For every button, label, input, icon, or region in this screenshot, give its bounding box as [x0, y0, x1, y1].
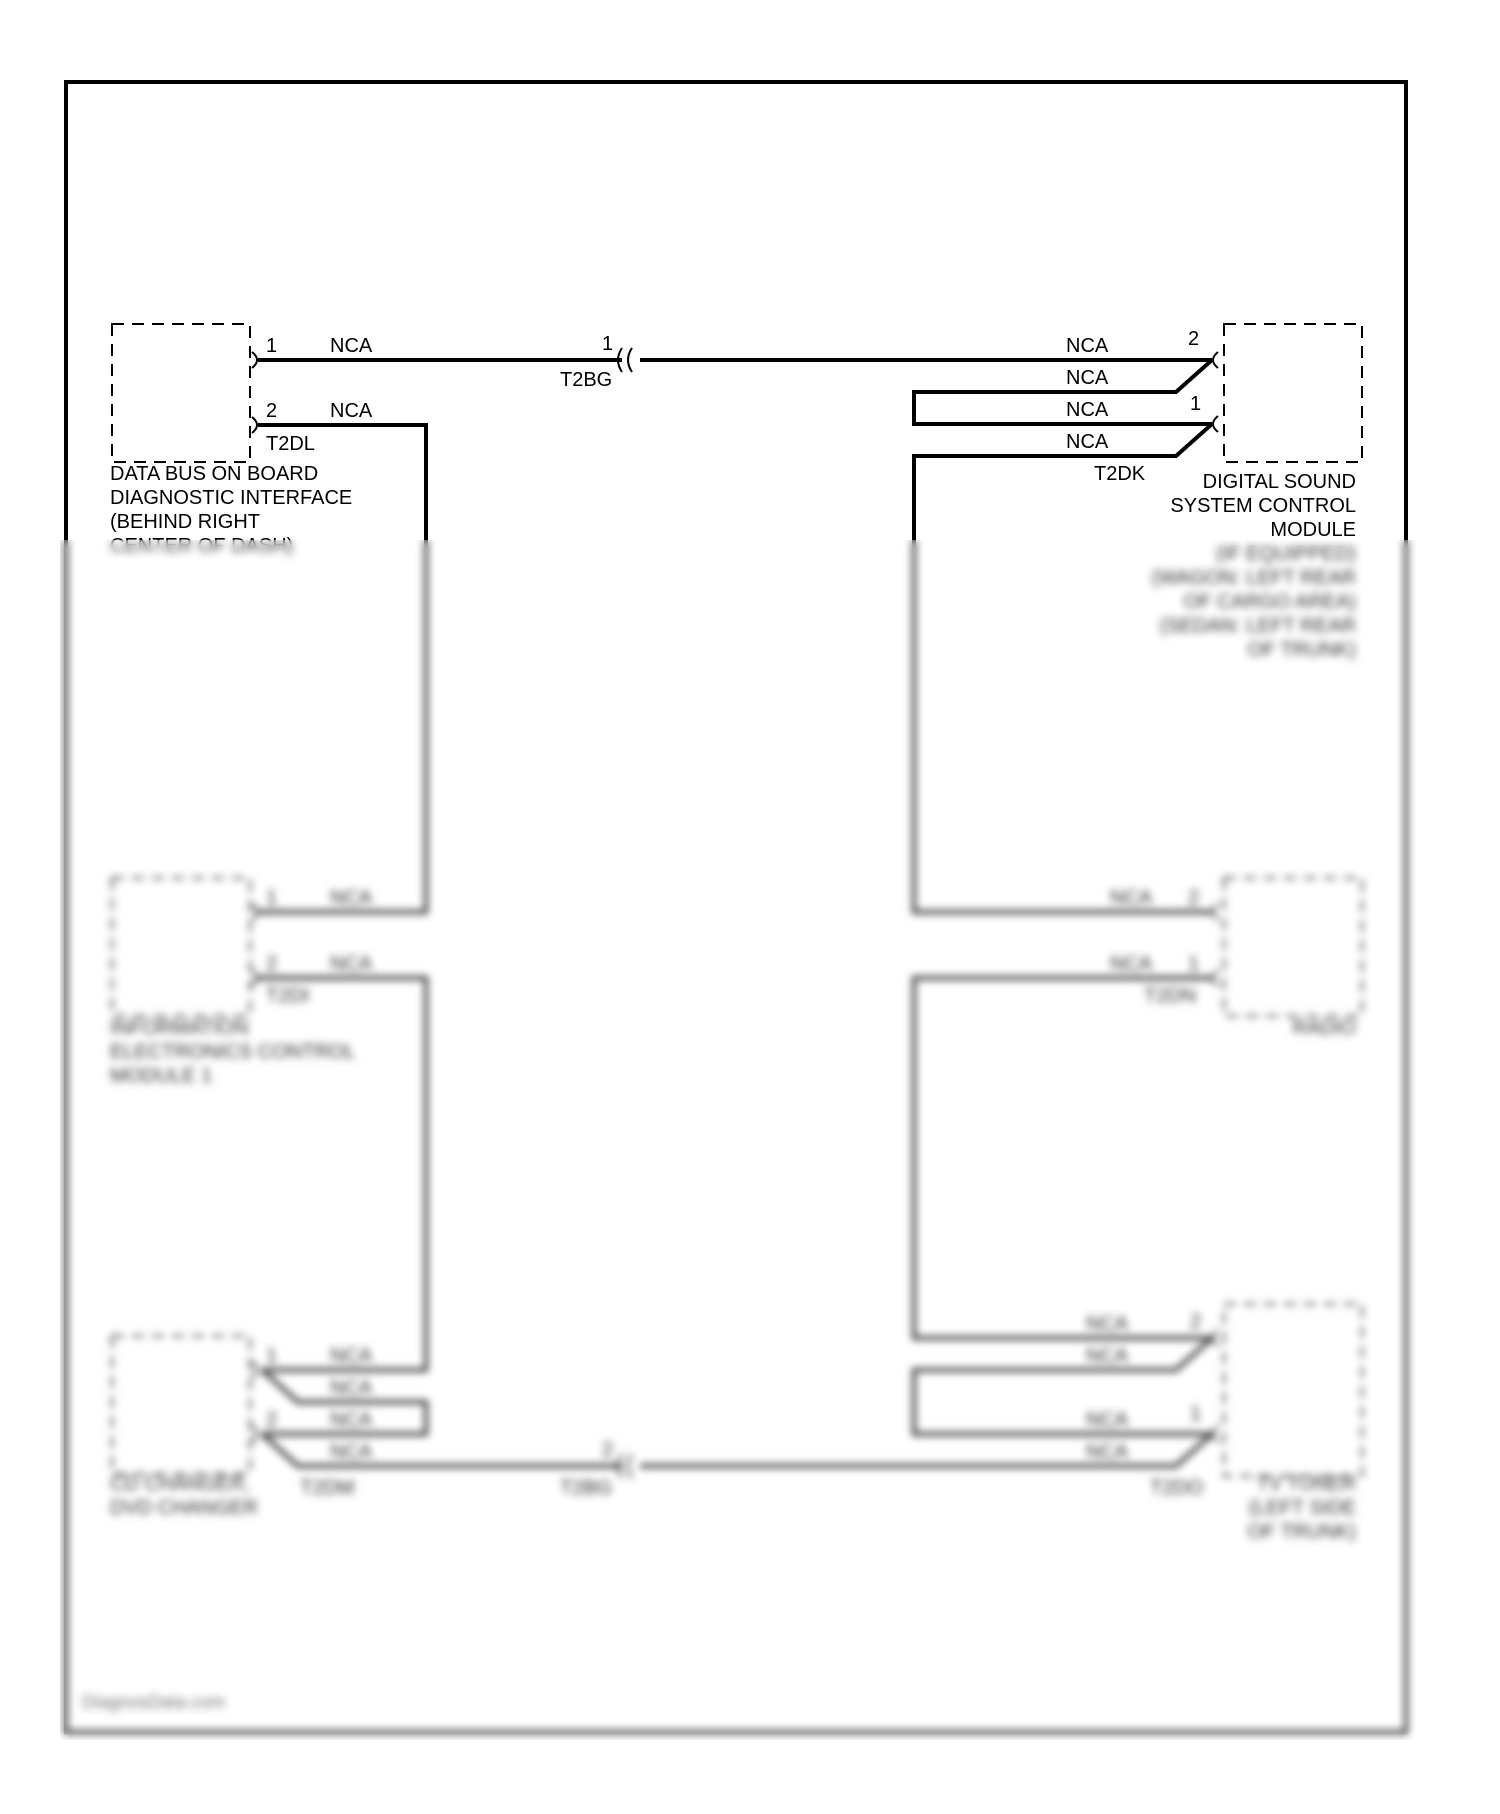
radio-pin1-label: 1 — [1188, 953, 1200, 975]
svg-text:CD CHANGER,: CD CHANGER, — [110, 1473, 251, 1495]
radio-wire2-label: NCA — [1110, 953, 1153, 975]
svg-text:OF CARGO AREA): OF CARGO AREA) — [1183, 591, 1356, 613]
tv-wire2-label: NCA — [1086, 1345, 1129, 1367]
svg-text:SYSTEM CONTROL: SYSTEM CONTROL — [1170, 495, 1356, 517]
radio-wire1-label: NCA — [1110, 887, 1153, 909]
obd-wire1-label: NCA — [330, 335, 373, 357]
svg-text:ELECTRONICS CONTROL: ELECTRONICS CONTROL — [110, 1041, 356, 1063]
iecm-pin1-label: 1 — [266, 887, 278, 909]
svg-text:OF TRUNK): OF TRUNK) — [1247, 639, 1356, 661]
t2dm-label: T2DM — [300, 1477, 355, 1499]
svg-text:(SEDAN: LEFT REAR: (SEDAN: LEFT REAR — [1159, 615, 1356, 637]
dsp-wire2-label: NCA — [1066, 367, 1109, 389]
svg-text:INFORMATION: INFORMATION — [110, 1017, 249, 1039]
svg-text:DIGITAL SOUND: DIGITAL SOUND — [1202, 471, 1356, 493]
obd-pin2-label: 2 — [266, 400, 278, 422]
t2bg-label: T2BG — [560, 369, 613, 391]
t2di-label: T2DI — [266, 985, 310, 1007]
lower-t2bg-label: T2BG — [560, 1477, 613, 1499]
cd-wire3-label: NCA — [330, 1409, 373, 1431]
svg-text:(BEHIND RIGHT: (BEHIND RIGHT — [110, 511, 260, 533]
tv-pin2-label: 2 — [1190, 1311, 1202, 1333]
svg-text:DATA BUS ON BOARD: DATA BUS ON BOARD — [110, 463, 319, 485]
svg-text:MODULE 1: MODULE 1 — [110, 1065, 213, 1087]
t2dk-label: T2DK — [1094, 463, 1146, 485]
svg-text:TV TUNER: TV TUNER — [1256, 1473, 1356, 1495]
iecm-wire2-label: NCA — [330, 953, 373, 975]
dsp-wire4-label: NCA — [1066, 431, 1109, 453]
t2bg-pin-label: 1 — [602, 333, 614, 355]
cd-wire1-label: NCA — [330, 1345, 373, 1367]
tv-pin1-label: 1 — [1190, 1403, 1202, 1425]
dsp-wire1-label: NCA — [1066, 335, 1109, 357]
cd-wire2-label: NCA — [330, 1377, 373, 1399]
svg-text:(IF EQUIPPED): (IF EQUIPPED) — [1215, 543, 1356, 565]
svg-text:DVD CHANGER: DVD CHANGER — [110, 1497, 258, 1519]
watermark: DiagnosData.com — [82, 1692, 226, 1712]
cd-pin1-label: 1 — [266, 1345, 278, 1367]
tv-wire3-label: NCA — [1086, 1409, 1129, 1431]
dsp-pin2-label: 2 — [1188, 328, 1200, 350]
radio-component-label: RADIO — [1292, 1017, 1356, 1039]
tv-wire4-label: NCA — [1086, 1441, 1129, 1463]
dsp-module-box — [1224, 324, 1362, 462]
t2dn-label: T2DN — [1144, 985, 1197, 1007]
svg-text:MODULE: MODULE — [1270, 519, 1356, 541]
obd-pin1-label: 1 — [266, 335, 278, 357]
svg-text:DIAGNOSTIC INTERFACE: DIAGNOSTIC INTERFACE — [110, 487, 353, 509]
wire-dsp-pin2-loop — [914, 360, 1212, 424]
svg-text:(LEFT SIDE: (LEFT SIDE — [1248, 1497, 1356, 1519]
svg-text:OF TRUNK): OF TRUNK) — [1247, 1521, 1356, 1543]
lower-t2bg-pin-label: 2 — [602, 1439, 614, 1461]
svg-text:CENTER OF DASH): CENTER OF DASH) — [110, 535, 294, 557]
iecm-wire1-label: NCA — [330, 887, 373, 909]
cd-pin2-label: 2 — [266, 1409, 278, 1431]
svg-text:(WAGON: LEFT REAR: (WAGON: LEFT REAR — [1151, 567, 1356, 589]
dsp-wire3-label: NCA — [1066, 399, 1109, 421]
dsp-pin1-label: 1 — [1190, 393, 1202, 415]
t2dl-label: T2DL — [266, 433, 315, 455]
iecm-pin2-label: 2 — [266, 953, 278, 975]
radio-pin2-label: 2 — [1188, 887, 1200, 909]
t2do-label: T2DO — [1150, 1477, 1204, 1499]
blur-overlay — [60, 540, 1416, 1740]
cd-wire4-label: NCA — [330, 1441, 373, 1463]
obd-wire2-label: NCA — [330, 400, 373, 422]
tv-wire1-label: NCA — [1086, 1313, 1129, 1335]
obd-connector-box — [112, 324, 250, 462]
